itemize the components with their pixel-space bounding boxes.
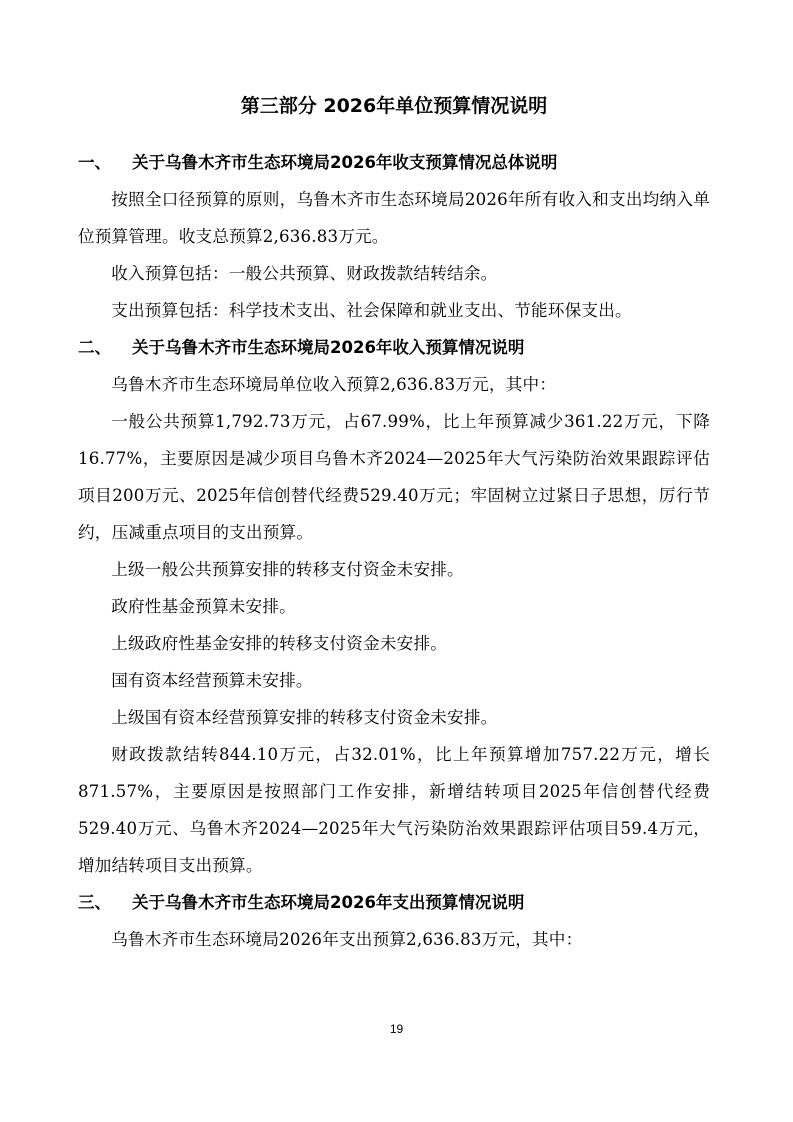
page-number: 19 bbox=[389, 1022, 404, 1036]
section-number: 三、 bbox=[78, 893, 111, 912]
section-heading-1 bbox=[78, 144, 710, 181]
section-number: 一、 bbox=[78, 153, 111, 172]
paragraph: 上级政府性基金安排的转移支付资金未安排。 bbox=[111, 634, 448, 653]
section-heading-2 bbox=[78, 329, 710, 366]
paragraph: 财政拨款结转844.10万元，占32.01%，比上年预算增加757.22万元，增长871.57%，主要原因是按照部门工作安排，新增结转项目2025年信创替代经费529.40万元、乌鲁木齐2024—2025年大气污染防治效果跟踪评估项目59.4万元，增加结转项目支出预算。 bbox=[78, 745, 710, 875]
paragraph: 收入预算包括：一般公共预算、财政拨款结转结余。 bbox=[111, 264, 498, 283]
paragraph: 国有资本经营预算未安排。 bbox=[111, 671, 313, 690]
section-heading-text: 关于乌鲁木齐市生态环境局2026年收入预算情况说明 bbox=[132, 338, 525, 357]
paragraph: 支出预算包括：科学技术支出、社会保障和就业支出、节能环保支出。 bbox=[111, 301, 632, 320]
paragraph: 上级一般公共预算安排的转移支付资金未安排。 bbox=[111, 560, 464, 579]
document-body bbox=[78, 92, 710, 958]
section-number: 二、 bbox=[78, 338, 111, 357]
section-heading-text: 关于乌鲁木齐市生态环境局2026年收支预算情况总体说明 bbox=[132, 153, 558, 172]
section-heading-text: 关于乌鲁木齐市生态环境局2026年支出预算情况说明 bbox=[132, 893, 525, 912]
paragraph: 一般公共预算1,792.73万元，占67.99%，比上年预算减少361.22万元，下降16.77%，主要原因是减少项目乌鲁木齐2024—2025年大气污染防治效果跟踪评估项目200万元、2025年信创替代经费529.40万元；牢固树立过紧日子思想，厉行节约，压减重点项目的支出预算。 bbox=[78, 412, 710, 542]
paragraph: 按照全口径预算的原则，乌鲁木齐市生态环境局2026年所有收入和支出均纳入单位预算管理。收支总预算2,636.83万元。 bbox=[78, 190, 710, 246]
paragraph: 政府性基金预算未安排。 bbox=[111, 597, 296, 616]
paragraph: 上级国有资本经营预算安排的转移支付资金未安排。 bbox=[111, 708, 498, 727]
page-title: 第三部分 2026年单位预算情况说明 bbox=[240, 95, 548, 117]
paragraph: 乌鲁木齐市生态环境局单位收入预算2,636.83万元，其中： bbox=[111, 375, 557, 394]
section-heading-3 bbox=[78, 884, 710, 921]
paragraph: 乌鲁木齐市生态环境局2026年支出预算2,636.83万元，其中： bbox=[111, 930, 583, 949]
